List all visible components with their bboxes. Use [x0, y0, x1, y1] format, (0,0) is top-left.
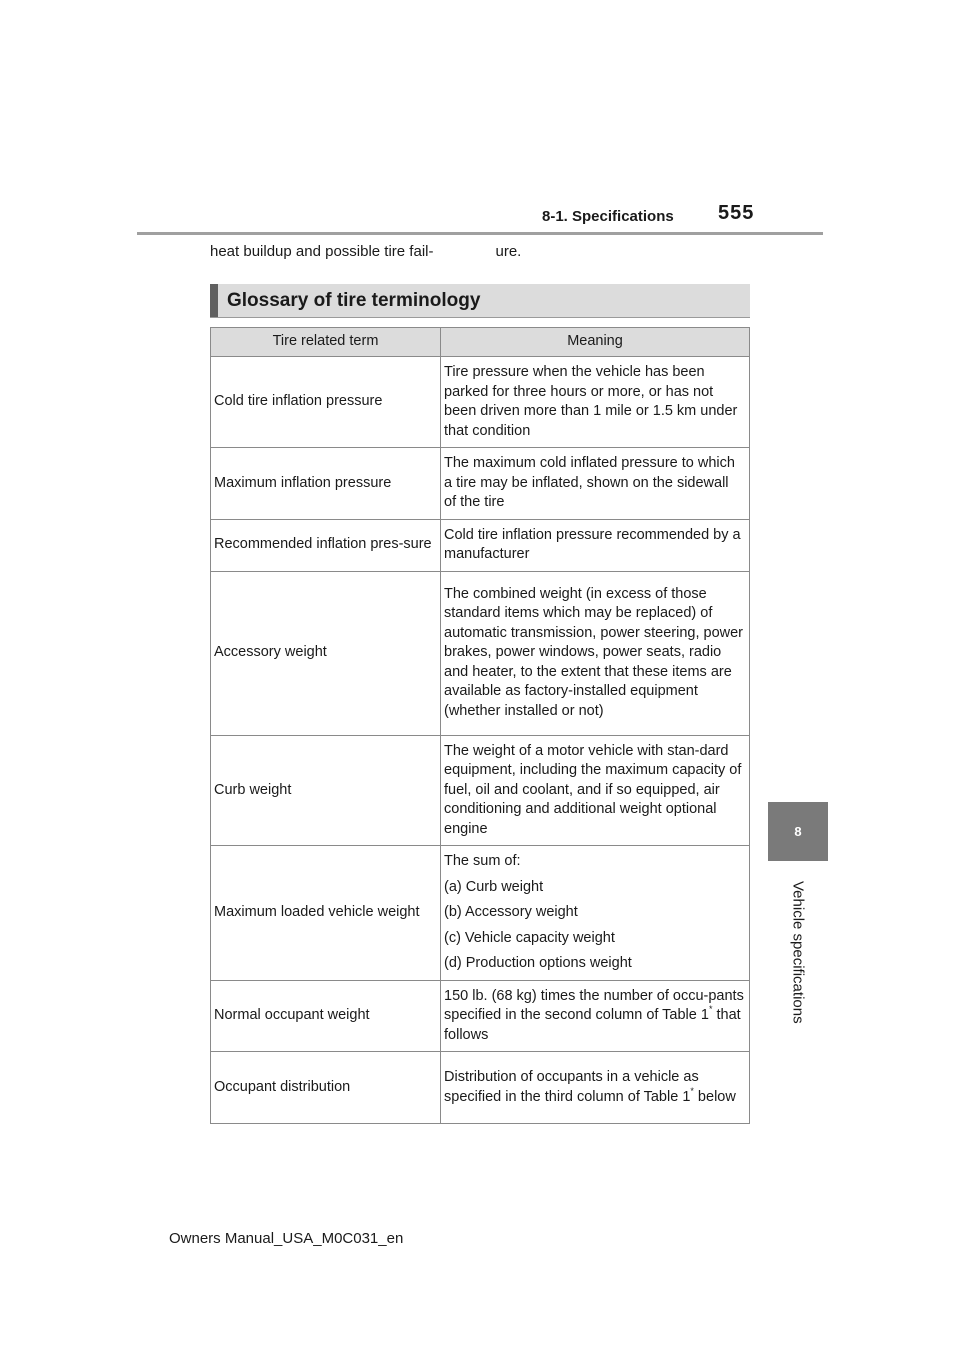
chapter-tab-label-text: Vehicle specifications [789, 880, 807, 1024]
sum-item: (b) Accessory weight [444, 904, 578, 920]
sum-item: (c) Vehicle capacity weight [444, 929, 615, 946]
term-cell: Maximum inflation pressure [211, 448, 441, 520]
section-heading-underline [210, 317, 750, 318]
meaning-cell: The maximum cold inflated pressure to which a tire may be inflated, shown on the sidewall of the tire [441, 448, 750, 520]
term-cell: Normal occupant weight [211, 980, 441, 1052]
meaning-text: Distribution of occupants in a vehicle as specified in the third column of Table 1 [444, 1069, 699, 1105]
meaning-cell: The weight of a motor vehicle with stan-dard equipment, including the maximum capacity of fuel, oil and coolant, and if so equipped, air conditioning and additional weight optional engine [441, 735, 750, 846]
term-cell: Accessory weight [211, 571, 441, 735]
tire-terminology-table [210, 327, 750, 1124]
chapter-tab-label [768, 862, 828, 1042]
meaning-cell: Cold tire inflation pressure recommended by a manufacturer [441, 519, 750, 571]
table-header-row [211, 328, 750, 357]
table-row [211, 571, 750, 735]
meaning-cell [441, 980, 750, 1052]
footer-manual-id: Owners Manual_USA_M0C031_en [169, 1230, 404, 1247]
sum-item: (a) Curb weight [444, 878, 544, 895]
intro-text [210, 243, 521, 260]
sum-intro: The sum of: [444, 853, 521, 869]
term-cell: Recommended inflation pres-sure [211, 519, 441, 571]
meaning-cell [441, 846, 750, 981]
meaning-text-end: that follows [444, 1007, 741, 1043]
meaning-cell [441, 1052, 750, 1124]
intro-text-part1: heat buildup and possible tire fail- [210, 243, 434, 260]
column-header-term: Tire related term [211, 328, 441, 357]
chapter-tab-number: 8 [768, 802, 828, 861]
header-rule [137, 232, 823, 235]
table-row [211, 357, 750, 448]
table-row [211, 519, 750, 571]
footnote-marker: * [708, 1004, 713, 1014]
table-row [211, 980, 750, 1052]
meaning-text: 150 lb. (68 kg) times the number of occu-pants specified in the second column of Table 1 [444, 987, 744, 1023]
term-cell: Maximum loaded vehicle weight [211, 846, 441, 981]
table-row [211, 735, 750, 846]
column-header-meaning: Meaning [441, 328, 750, 357]
meaning-text-end: below [693, 1088, 736, 1105]
intro-text-part2: ure. [495, 243, 522, 260]
section-heading: Glossary of tire terminology [210, 284, 750, 318]
meaning-cell: The combined weight (in excess of those standard items which may be replaced) of automatic transmission, power steering, power brakes, power windows, power seats, radio and heater, to the extent that these items are available as factory-installed equipment (whether installed or not) [441, 571, 750, 735]
sum-item: (d) Production options weight [444, 955, 632, 971]
footnote-marker: * [690, 1085, 694, 1096]
term-cell: Occupant distribution [211, 1052, 441, 1124]
page-number: 555 [718, 202, 755, 224]
table-row [211, 846, 750, 981]
term-cell: Curb weight [211, 735, 441, 846]
term-cell: Cold tire inflation pressure [211, 357, 441, 448]
header-section-title: 8-1. Specifications [542, 208, 674, 225]
table-row [211, 448, 750, 520]
table-row [211, 1052, 750, 1124]
meaning-cell: Tire pressure when the vehicle has been parked for three hours or more, or has not been driven more than 1 mile or 1.5 km under that condition [441, 357, 750, 448]
